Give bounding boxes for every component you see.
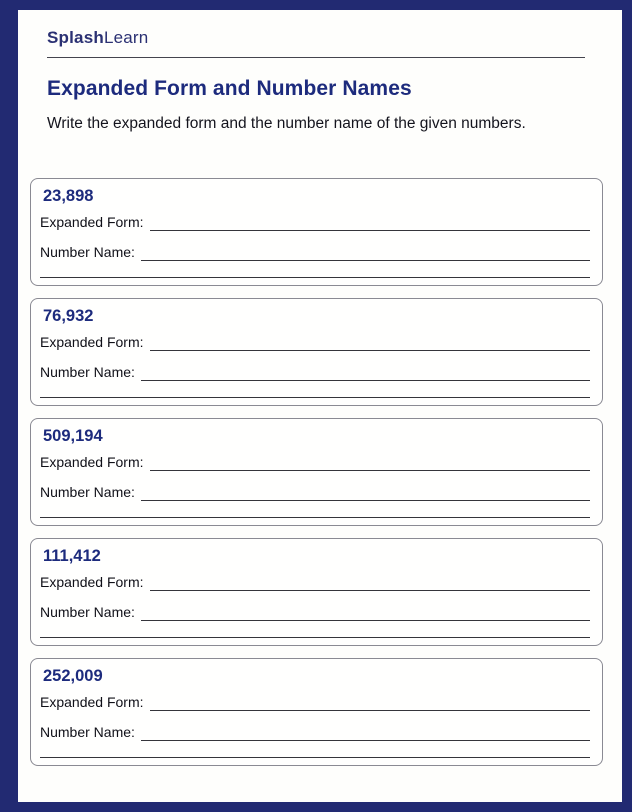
number-name-row [40, 243, 590, 261]
problem-number: 76,932 [43, 307, 94, 325]
page-sheet [18, 10, 622, 802]
problem-card-5 [30, 658, 603, 766]
expanded-form-blank [150, 575, 591, 591]
expanded-form-row [40, 213, 590, 231]
problem-card-1 [30, 178, 603, 286]
expanded-form-blank [150, 215, 591, 231]
number-name-row [40, 483, 590, 501]
number-name-label: Number Name: [40, 484, 135, 500]
problem-number: 252,009 [43, 667, 103, 685]
expanded-form-blank [150, 455, 591, 471]
number-name-row [40, 603, 590, 621]
expanded-form-label: Expanded Form: [40, 334, 144, 350]
logo-text-light: Learn [103, 28, 149, 47]
page-title: Expanded Form and Number Names [47, 77, 412, 100]
header [18, 10, 622, 133]
problem-number: 23,898 [43, 187, 94, 205]
expanded-form-label: Expanded Form: [40, 214, 144, 230]
instruction-text: Write the expanded form and the number name of the given numbers. [47, 115, 526, 132]
continuation-blank [40, 637, 590, 638]
problem-number: 111,412 [43, 547, 101, 565]
number-name-blank [141, 485, 590, 501]
header-divider [47, 57, 585, 58]
number-name-row [40, 723, 590, 741]
number-name-label: Number Name: [40, 604, 135, 620]
logo-text-bold: Splash [47, 28, 104, 47]
problem-card-4 [30, 538, 603, 646]
expanded-form-label: Expanded Form: [40, 694, 144, 710]
continuation-blank [40, 397, 590, 398]
number-name-blank [141, 365, 590, 381]
expanded-form-blank [150, 335, 591, 351]
number-name-row [40, 363, 590, 381]
problem-list [30, 178, 603, 766]
expanded-form-label: Expanded Form: [40, 574, 144, 590]
expanded-form-blank [150, 695, 591, 711]
problem-card-2 [30, 298, 603, 406]
expanded-form-row [40, 333, 590, 351]
number-name-label: Number Name: [40, 244, 135, 260]
number-name-blank [141, 725, 590, 741]
splashlearn-logo [47, 28, 585, 48]
continuation-blank [40, 277, 590, 278]
number-name-blank [141, 605, 590, 621]
expanded-form-label: Expanded Form: [40, 454, 144, 470]
expanded-form-row [40, 573, 590, 591]
expanded-form-row [40, 693, 590, 711]
number-name-blank [141, 245, 590, 261]
problem-card-3 [30, 418, 603, 526]
expanded-form-row [40, 453, 590, 471]
continuation-blank [40, 757, 590, 758]
problem-number: 509,194 [43, 427, 103, 445]
number-name-label: Number Name: [40, 724, 135, 740]
number-name-label: Number Name: [40, 364, 135, 380]
continuation-blank [40, 517, 590, 518]
